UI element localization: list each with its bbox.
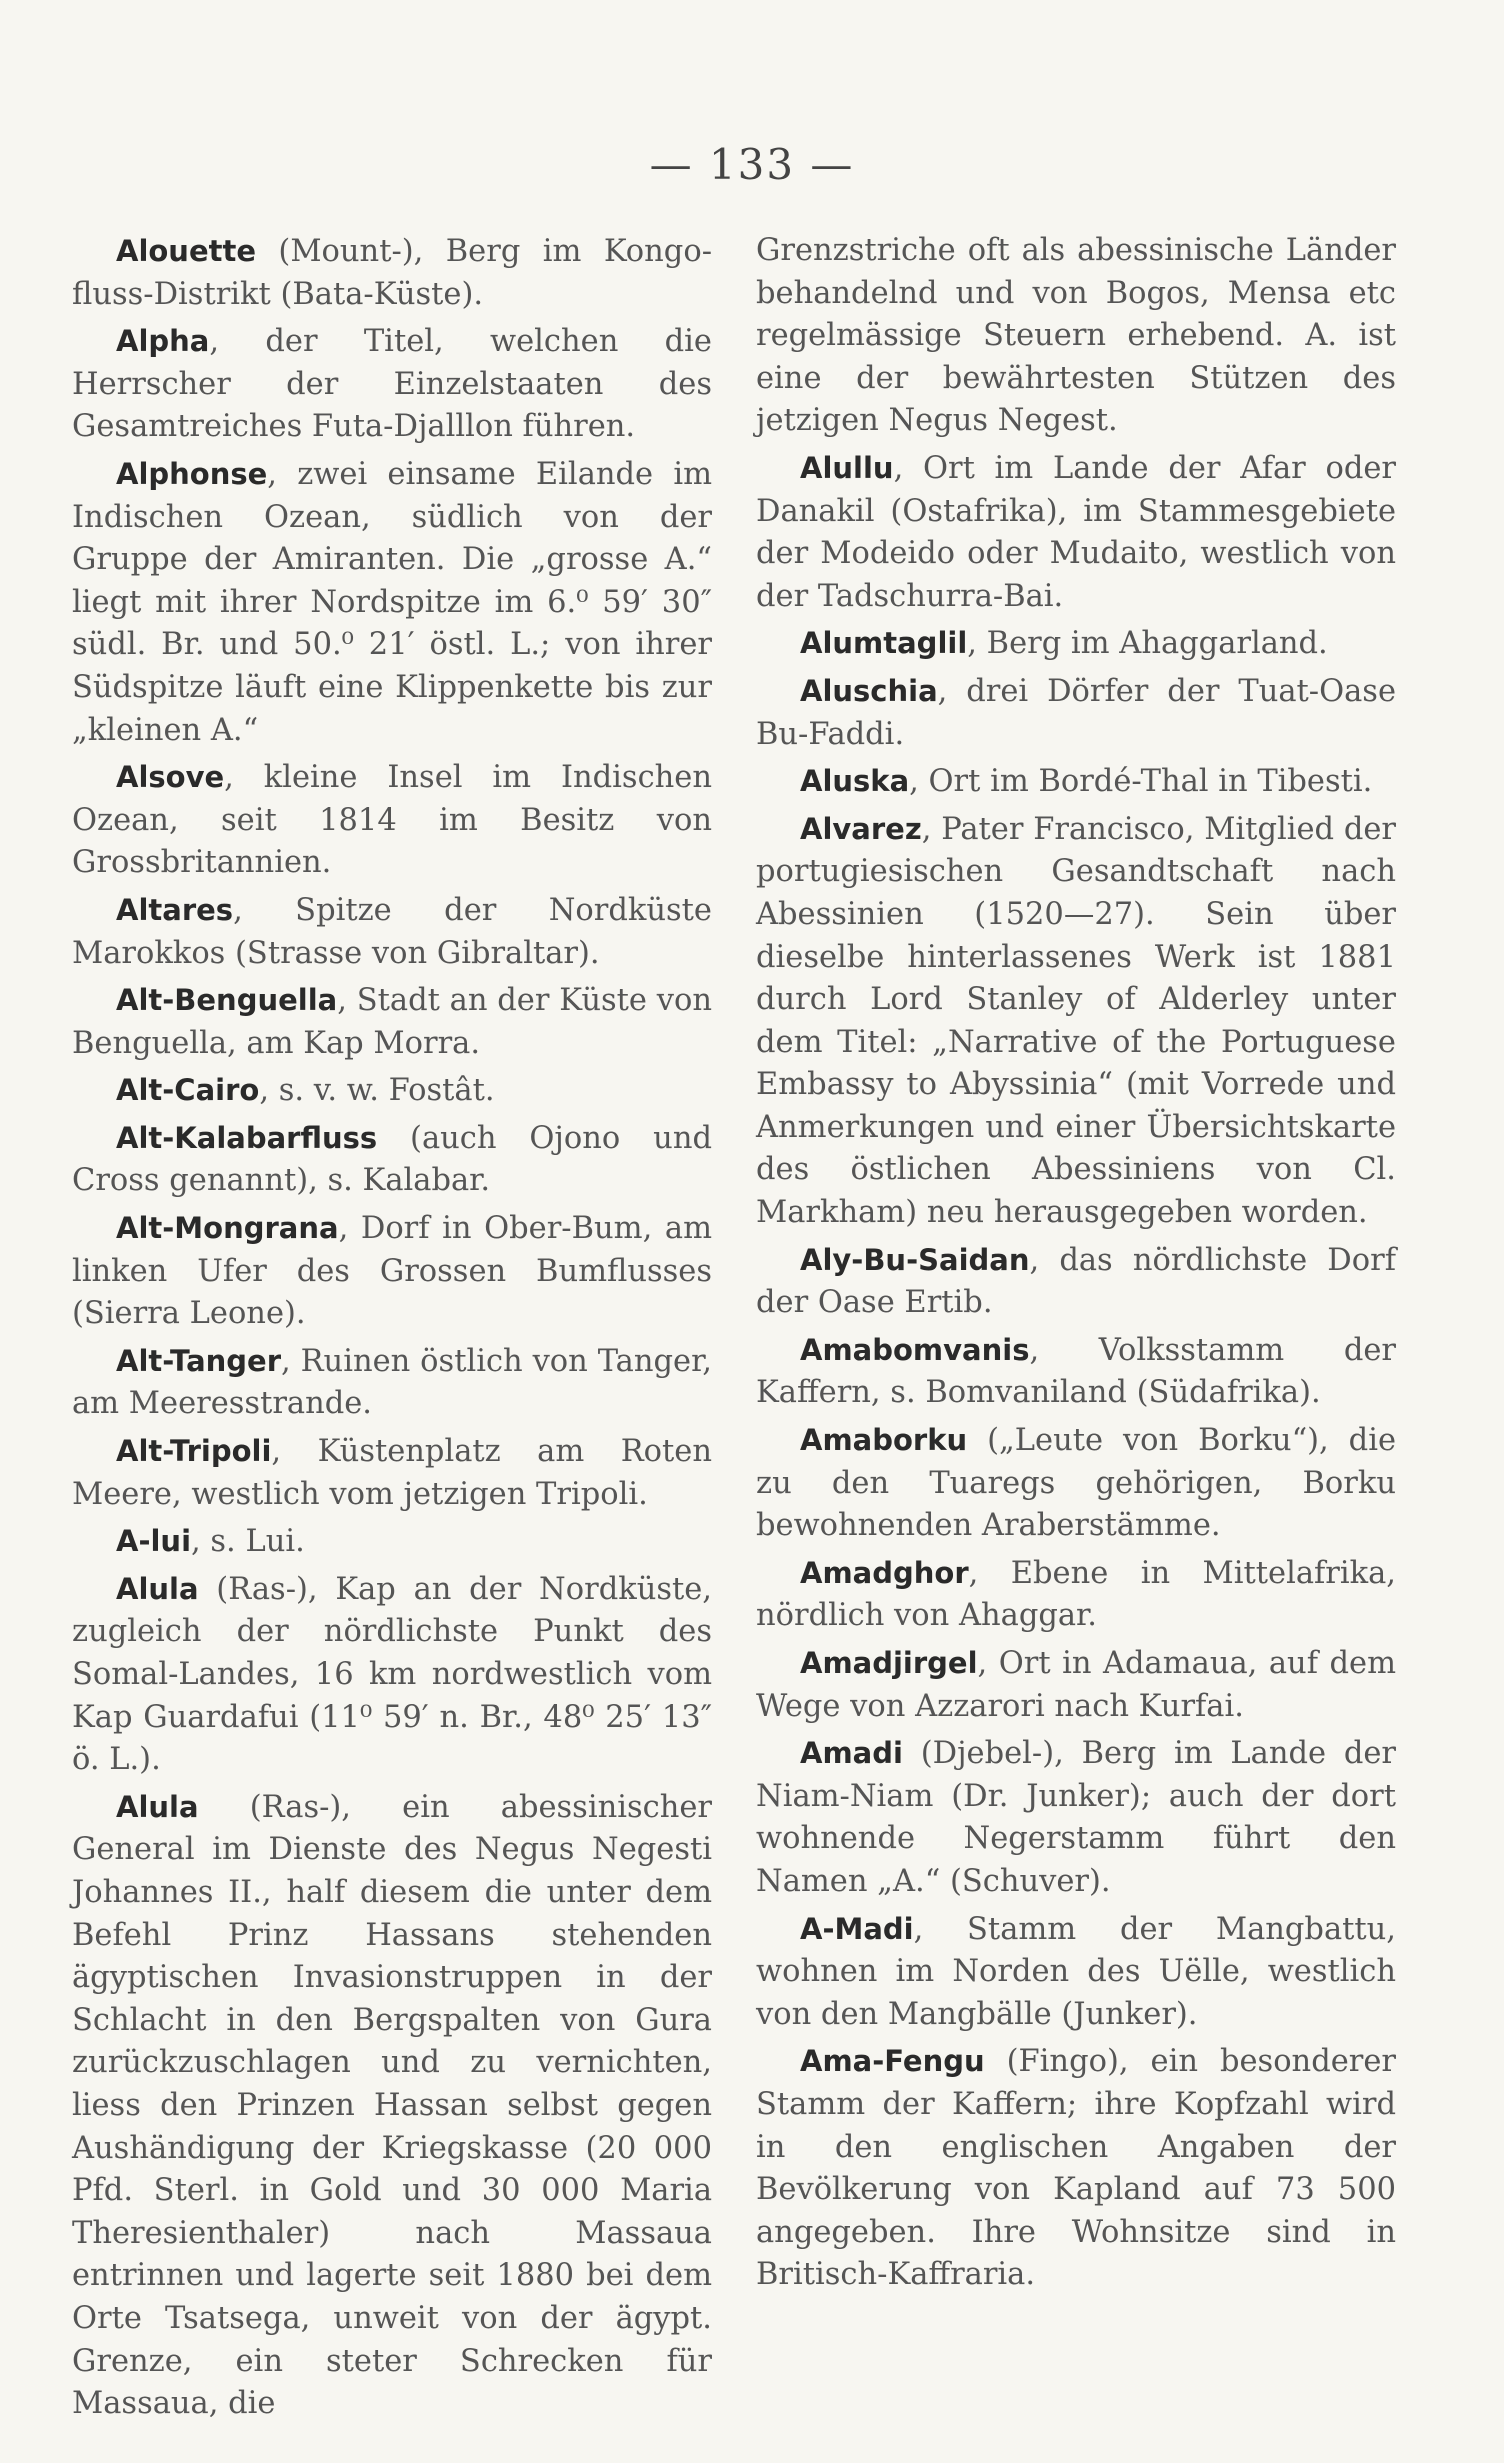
dictionary-entry bbox=[756, 760, 1396, 804]
entry-text: , s. v. w. Fostât. bbox=[259, 1073, 495, 1109]
dictionary-entry bbox=[756, 1552, 1396, 1638]
entry-text: , das nördlichste Dorf der Oase Ertib. bbox=[756, 1242, 1396, 1321]
entry-lemma: Alula bbox=[116, 1789, 199, 1824]
dictionary-entry bbox=[72, 453, 712, 752]
entry-lemma: Alt-Tripoli bbox=[116, 1434, 272, 1469]
entry-text: , Ort in Adamaua, auf dem Wege von Azzarori nach Kurfai. bbox=[756, 1646, 1396, 1724]
entry-lemma: Aly-Bu-Saidan bbox=[800, 1242, 1030, 1277]
left-column bbox=[72, 230, 712, 2430]
entry-text: (Ras-), Kap an der Nordküste, zugleich der nördlichste Punkt des Somal-Landes, 16 km nordwestlich vom Kap Guardafui (11⁰ 59′ n. Br., 48⁰ 25′ 13″ ö. L.). bbox=[72, 1571, 712, 1778]
entry-lemma: A-Madi bbox=[800, 1911, 914, 1946]
entry-lemma: Amabomvanis bbox=[800, 1332, 1030, 1367]
entry-lemma: A-lui bbox=[116, 1524, 192, 1559]
entry-lemma: Amadghor bbox=[800, 1555, 969, 1590]
entry-lemma: Alphonse bbox=[116, 456, 268, 491]
entry-lemma: Amadi bbox=[800, 1736, 903, 1771]
entry-lemma: Alt-Cairo bbox=[116, 1073, 260, 1108]
entry-lemma: Alt-Kalabarfluss bbox=[116, 1120, 378, 1155]
entry-text: („Leute von Borku“), die zu den Tuaregs gehörigen, Borku bewohnenden Araberstämme. bbox=[756, 1423, 1396, 1544]
dictionary-entry bbox=[72, 1340, 712, 1426]
dictionary-entry bbox=[756, 622, 1396, 666]
entry-text: , kleine Insel im Indischen Ozean, seit 1814 im Besitz von Grossbritannien. bbox=[72, 760, 712, 881]
dictionary-entry bbox=[72, 1430, 712, 1516]
right-column bbox=[756, 230, 1396, 2301]
dictionary-entry bbox=[72, 1568, 712, 1782]
entry-text: , Küstenplatz am Roten Meere, westlich vom jetzigen Tripoli. bbox=[72, 1434, 712, 1512]
entry-text: , Berg im Ahaggarland. bbox=[967, 626, 1328, 662]
entry-lemma: Alumtaglil bbox=[800, 626, 968, 661]
dictionary-entry bbox=[72, 1520, 712, 1564]
entry-lemma: Alpha bbox=[116, 324, 210, 359]
entry-text: , s. Lui. bbox=[191, 1524, 305, 1560]
dictionary-entry bbox=[756, 2040, 1396, 2297]
entry-lemma: Ama-Fengu bbox=[800, 2044, 985, 2079]
entry-text: (Djebel-), Berg im Lande der Niam-Niam (Dr. Junker); auch der dort wohnende Negerstamm führt den Namen „A.“ (Schuver). bbox=[756, 1736, 1396, 1899]
entry-text: (Ras-), ein abessinischer General im Dienste des Negus Negesti Johannes II., half diesem die unter dem Befehl Prinz Hassans stehenden ägyptischen Invasionstruppen in der Schlacht in den Bergspalten von Gura zurückzuschlagen und zu vernichten, liess den Prinzen Hassan selbst gegen Aushändigung der Kriegskasse (20 000 Pfd. Sterl. in Gold und 30 000 Maria Theresienthaler) nach Massaua entrinnen und lagerte seit 1880 bei dem Orte Tsatsega, unweit von der ägypt. Grenze, ein steter Schrecken für Massaua, die bbox=[72, 1789, 712, 2422]
dictionary-entry bbox=[72, 1069, 712, 1113]
entry-lemma: Amadjirgel bbox=[800, 1646, 978, 1680]
dictionary-entry bbox=[756, 1419, 1396, 1548]
dictionary-entry bbox=[756, 230, 1396, 443]
dictionary-entry bbox=[756, 1908, 1396, 2037]
dictionary-entry bbox=[756, 670, 1396, 756]
entry-text: , Stamm der Mangbattu, wohnen im Norden des Uëlle, westlich von den Mangbälle (Junker). bbox=[756, 1911, 1396, 2032]
dictionary-entry bbox=[756, 447, 1396, 618]
entry-lemma: Altares bbox=[116, 892, 234, 927]
dictionary-entry bbox=[72, 320, 712, 449]
dictionary-entry bbox=[756, 1239, 1396, 1325]
dictionary-entry bbox=[756, 1732, 1396, 1903]
dictionary-entry bbox=[756, 808, 1396, 1235]
dictionary-entry bbox=[756, 1329, 1396, 1415]
entry-lemma: Alsove bbox=[116, 760, 225, 795]
entry-text: , der Titel, welchen die Herrscher der Einzelstaaten des Gesamtreiches Futa-Djalllon führen. bbox=[72, 324, 712, 445]
entry-text: , Ort im Bordé-Thal in Tibesti. bbox=[909, 764, 1373, 800]
entry-text: , drei Dörfer der Tuat-Oase Bu-Faddi. bbox=[756, 673, 1396, 752]
entry-text: , Dorf in Ober-Bum, am linken Ufer des Grossen Bumflusses (Sierra Leone). bbox=[72, 1211, 712, 1332]
entry-lemma: Alt-Benguella bbox=[116, 983, 338, 1018]
entry-text: (Fingo), ein besonderer Stamm der Kaffern; ihre Kopfzahl wird in den englischen Angaben der Bevölkerung von Kapland auf 73 500 angegeben. Ihre Wohnsitze sind in Britisch-Kaffraria. bbox=[756, 2044, 1396, 2293]
entry-text: (Mount-), Berg im Kongo-fluss-Distrikt (Bata-Küste). bbox=[72, 234, 712, 312]
entry-lemma: Alula bbox=[116, 1571, 199, 1606]
entry-lemma: Aluska bbox=[800, 764, 910, 799]
dictionary-entry bbox=[72, 756, 712, 885]
entry-text: , Volksstamm der Kaffern, s. Bomvaniland (Südafrika). bbox=[756, 1332, 1396, 1411]
dictionary-entry bbox=[72, 1117, 712, 1203]
entry-text: , zwei einsame Eilande im Indischen Ozean, südlich von der Gruppe der Amiranten. Die „grosse A.“ liegt mit ihrer Nordspitze im 6.⁰ 59′ 30″ südl. Br. und 50.⁰ 21′ östl. L.; von ihrer Südspitze läuft eine Klippenkette bis zur „kleinen A.“ bbox=[72, 456, 712, 748]
entry-lemma: Alullu bbox=[800, 450, 894, 485]
entry-text: Grenzstriche oft als abessinische Länder behandelnd und von Bogos, Mensa etc regelmässige Steuern erhebend. A. ist eine der bewährtesten Stützen des jetzigen Negus Negest. bbox=[756, 233, 1396, 439]
entry-lemma: Amaborku bbox=[800, 1423, 968, 1458]
entry-text: , Spitze der Nordküste Marokkos (Strasse von Gibraltar). bbox=[72, 892, 712, 971]
dictionary-entry bbox=[72, 1207, 712, 1336]
entry-text: , Ebene in Mittelafrika, nördlich von Ahaggar. bbox=[756, 1555, 1396, 1634]
entry-text: (auch Ojono und Cross genannt), s. Kalabar. bbox=[72, 1120, 712, 1199]
entry-text: , Ruinen östlich von Tanger, am Meeresstrande. bbox=[72, 1343, 712, 1422]
entry-text: , Stadt an der Küste von Benguella, am Kap Morra. bbox=[72, 983, 712, 1061]
entry-text: , Ort im Lande der Afar oder Danakil (Ostafrika), im Stammesgebiete der Modeido oder Mudaito, westlich von der Tadschurra-Bai. bbox=[756, 450, 1396, 614]
dictionary-entry bbox=[72, 1786, 712, 2426]
entry-lemma: Alt-Mongrana bbox=[116, 1211, 339, 1246]
dictionary-entry bbox=[72, 230, 712, 316]
entry-lemma: Alvarez bbox=[800, 811, 922, 846]
page-number: — 133 — bbox=[649, 140, 855, 189]
entry-lemma: Alouette bbox=[116, 234, 257, 268]
entry-lemma: Aluschia bbox=[800, 673, 938, 708]
entry-text: , Pater Francisco, Mitglied der portugiesischen Gesandtschaft nach Abessinien (1520—27). Sein über dieselbe hinterlassenes Werk ist 1881 durch Lord Stanley of Alderley unter dem Titel: „Narrative of the Portuguese Embassy to Abyssinia“ (mit Vorrede und Anmerkungen und einer Übersichtskarte des östlichen Abessiniens von Cl. Markham) neu herausgegeben worden. bbox=[756, 811, 1396, 1231]
entry-lemma: Alt-Tanger bbox=[116, 1343, 282, 1378]
dictionary-entry bbox=[72, 979, 712, 1065]
dictionary-entry bbox=[72, 889, 712, 975]
dictionary-entry bbox=[756, 1642, 1396, 1728]
